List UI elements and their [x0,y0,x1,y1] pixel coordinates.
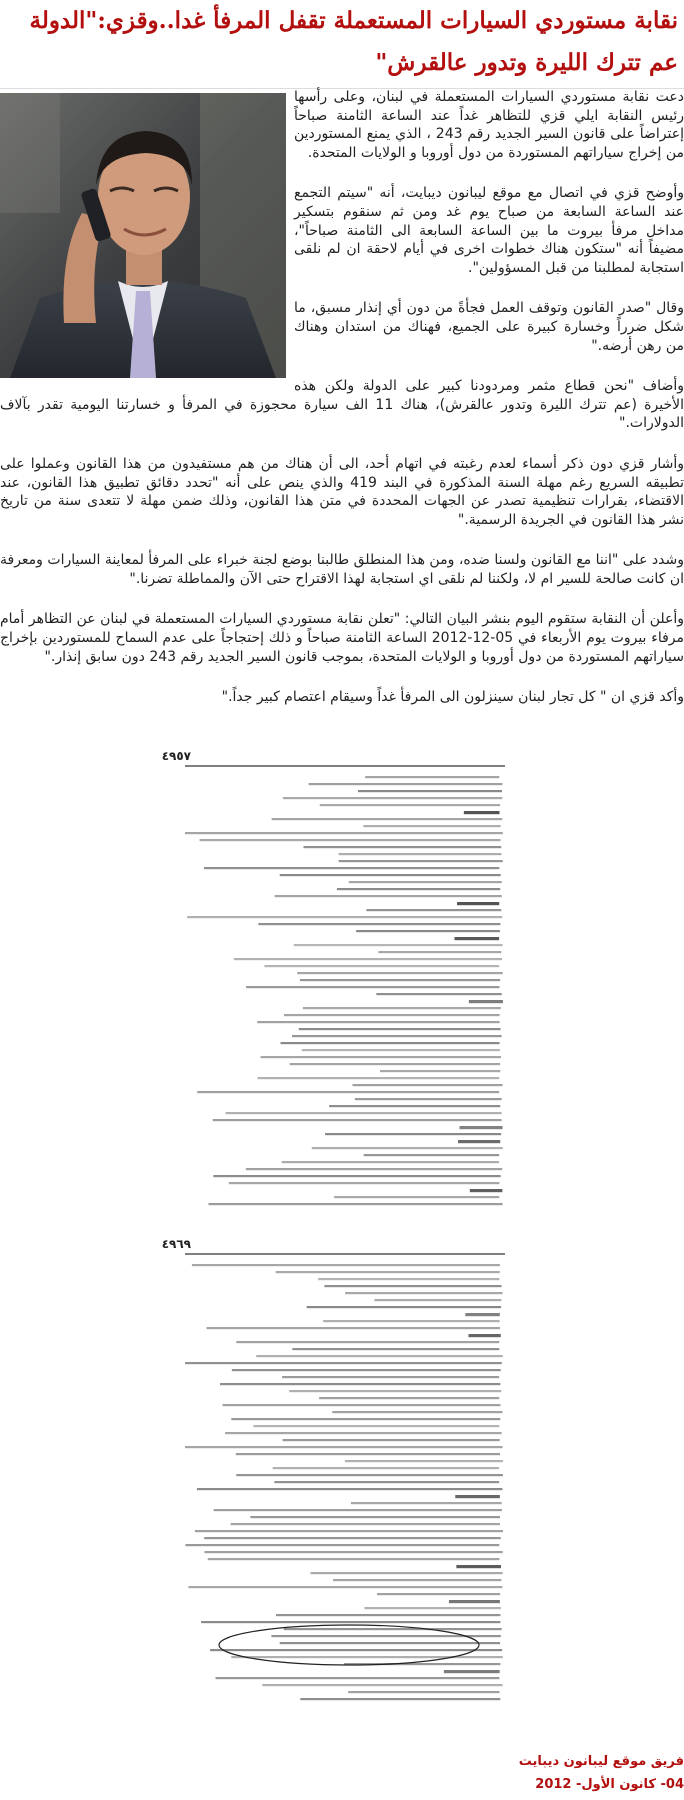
scan-text-line [256,1355,503,1357]
scan-text-line [351,1502,502,1504]
scan-text-line [444,1670,500,1673]
scan-text-line [214,1509,502,1511]
scan-text-line [284,1628,502,1630]
scan-text-line [319,1397,499,1399]
scan-text-line [289,1390,501,1392]
scan-text-line [236,1474,503,1476]
scan-text-line [324,1285,501,1287]
scan-text-line [460,1126,503,1129]
scan-text-line [226,1112,502,1114]
scan-text-line [339,860,503,862]
scan-text-line [250,1516,500,1518]
scan-text-line [280,1642,500,1644]
scan-text-line [470,1189,503,1192]
scan-text-line [365,776,499,778]
gazette-page-number-top: ٤٩٥٧ [161,749,191,763]
scan-text-line [276,1271,500,1273]
scan-text-line [299,1028,501,1030]
scan-text-line [292,1348,499,1350]
scan-text-line [469,1000,503,1003]
scan-text-line [197,1091,499,1093]
scan-text-line [257,1077,499,1079]
scan-text-line [192,1264,500,1266]
scan-text-line [318,1278,499,1280]
scan-text-line [257,1021,499,1023]
scan-text-line [292,1035,502,1037]
scan-text-line [302,1049,500,1051]
scan-text-line [273,1467,499,1469]
scan-text-line [210,1649,502,1651]
scan-text-line [275,895,502,897]
scan-text-line [187,916,502,918]
scan-text-line [455,937,500,940]
scan-text-line [309,783,503,785]
scan-text-line [209,1203,503,1205]
scan-text-line [195,1530,503,1532]
scan-text-line [236,1453,500,1455]
scan-text-line [457,902,499,905]
scan-text-line [231,1418,500,1420]
scan-text-line [274,1481,499,1483]
scan-text-line [282,1161,499,1163]
scan-text-line [323,1320,499,1322]
scan-text-line [363,825,500,827]
scan-text-line [449,1600,500,1603]
scan-text-line [303,1007,501,1009]
scan-text-line [325,1133,501,1135]
scan-text-line [337,888,500,890]
scan-text-line [333,1579,501,1581]
scan-text-line [246,986,499,988]
article-paragraph: وقال "صدر القانون وتوقف العمل فجأةً من دون أي إنذار مسبق، ما شكل ضرراً وخسارة كبيرة على الجميع، فهناك من استدان وهناك من رهن أرضه." [294,300,684,354]
gazette-page-number-bottom: ٤٩٦٩ [161,1237,191,1251]
article-paragraph: وأشار قزي دون ذكر أسماء لعدم رغبته في اتهام أحد، الى أن هناك من هم مستفيدون من هذا القانون وعملوا على تطبيقه السريع رغم مهلة السنة المذكورة في البند 419 والذي ينص على أنه "تحدد دقائق تطبيق هذا القانون، عند الاقتضاء، بقرارات تنظيمية تصدر عن الجهات المحددة في متن هذا القانون، وذلك ضمن مهلة لا تتعدى سنة من تاريخ نشر هذا القانون في الجريدة الرسمية." [0,455,684,528]
scan-text-line [378,951,501,953]
scan-text-line [262,1684,502,1686]
scan-text-line [200,839,501,841]
scan-text-line [204,867,499,869]
scan-text-line [455,1495,500,1498]
scan-text-line [294,944,503,946]
article-body [0,88,684,729]
scan-text-line [197,1488,502,1490]
scan-text-line [320,804,500,806]
scan-text-line [232,1369,501,1371]
scan-text-line [272,818,503,820]
scan-text-line [234,958,502,960]
scan-text-line [208,1558,500,1560]
scan-text-line [465,1313,500,1316]
scan-text-line [345,1460,503,1462]
scan-text-line [307,1306,502,1308]
scan-text-line [312,1147,503,1149]
scan-text-line [376,993,501,995]
scan-text-line [213,1175,500,1177]
scan-text-line [201,1621,500,1623]
scan-text-line [231,1656,502,1658]
scan-text-line [283,797,502,799]
scan-text-line [468,1334,500,1337]
scan-text-line [334,1196,499,1198]
scan-text-line [204,1537,501,1539]
gazette-scan-image [155,720,533,1708]
scan-text-line [253,1425,499,1427]
scan-text-line [261,1056,501,1058]
article-headline: نقابة مستوردي السيارات المستعملة تقفل المرفأ غدا..وقزي:"الدولة عم تترك الليرة وتدور عالقرش" [29,7,678,76]
scan-text-line [458,1140,500,1143]
scan-text-line [456,1565,501,1568]
scan-text-line [377,1593,500,1595]
article-paragraph: دعت نقابة مستوردي السيارات المستعملة في لبنان، وعلى رأسها رئيس النقابة ايلي قزي للتظاهر غداً عند الساعة الثامنة صباحاً إعتراضاً على قانون السير الجديد رقم 243 ، الذي يمنع المستوردين من إخراج سياراتهم المستوردة من دول أوروبا و الولايات المتحدة. [294,89,684,161]
scan-text-line [204,1551,502,1553]
gazette-scan [155,720,533,1708]
scan-text-line [355,1098,502,1100]
scan-text-line [207,1327,500,1329]
scan-text-line [329,1105,500,1107]
scan-text-line [284,1014,500,1016]
scan-text-line [246,1168,502,1170]
scan-text-line [188,1586,502,1588]
scan-text-line [185,1362,502,1364]
scan-text-line [353,1084,503,1086]
scan-text-line [231,1523,500,1525]
scan-text-line [222,1404,500,1406]
scan-text-line [283,1439,500,1441]
scan-text-line [345,1292,502,1294]
scan-text-line [380,1070,500,1072]
footer-byline: فريق موقع ليبانون ديبايت [518,1754,684,1769]
scan-text-line [348,1691,499,1693]
scan-text-line [311,1572,503,1574]
article-paragraph: وأعلن أن النقابة ستقوم اليوم بنشر البيان التالي: "تعلن نقابة مستوردي السيارات المستعملة في لبنان عن التظاهر أمام مرفاء بيروت يوم الأربعاء في 05-12-2012 الساعة الثامنة صباحاً و ذلك إحتجاجاً على عدم السماح للمستوردين بإخراج سياراتهم المستوردة من دول أوروبا و الولايات المتحدة، بموجب قانون السير الجديد رقم 243 دون سابق إنذار." [0,611,684,665]
scan-text-line [364,1154,499,1156]
scan-text-line [216,1677,500,1679]
scan-text-line [225,1432,501,1434]
article-paragraph: وأكد قزي ان " كل تجار لبنان سينزلون الى المرفأ غداً وسيقام اعتصام كبير جداً." [221,689,684,706]
scan-text-line [464,811,500,814]
scan-text-line [365,1607,501,1609]
scan-text-line [185,1446,503,1448]
scan-text-line [213,1119,502,1121]
scan-text-line [290,1063,500,1065]
footer-date: 04- كانون الأول- 2012 [535,1777,684,1792]
scan-text-line [220,1383,500,1385]
scan-text-line [303,846,501,848]
scan-text-line [374,1299,501,1301]
scan-text-line [282,1376,499,1378]
scan-text-line [229,1182,500,1184]
article-paragraph: وأوضح قزي في اتصال مع موقع ليبانون ديبايت، أنه "سيتم التجمع عند الساعة السابعة من صباح يوم غد ومن ثم سنقوم بتسكير مداخل مرفأ بيروت ما بين الساعة السابعة الى الثامنة صباحاً"، مضيفاً أنه "ستكون هناك خطوات اخرى في أيام لاحقة ان لم نلقى استجابة لمطلبنا من قبل المسؤولين". [294,185,684,276]
scan-text-line [349,881,502,883]
scan-text-line [339,853,502,855]
scan-text-line [366,909,501,911]
scan-text-line [185,1544,499,1546]
scan-text-line [258,923,500,925]
scan-text-line [236,1341,499,1343]
scan-text-line [185,832,503,834]
scan-text-line [280,874,501,876]
article-paragraph: وأضاف "نحن قطاع مثمر ومردودنا كبير على الدولة ولكن هذه الأخيرة (عم تترك الليرة وتدور عالقرش)، هناك 11 الف سيارة محجوزة في المرفأ و خسارتنا اليومية تقدر بآلاف الدولارات." [0,378,684,432]
scan-text-line [264,965,499,967]
scan-text-line [281,1042,500,1044]
scan-text-line [332,1411,502,1413]
scan-text-line [358,790,502,792]
article-paragraph: وشدد على "اننا مع القانون ولسنا ضده، ومن هذا المنطلق طالبنا بوضع لجنة خبراء على المرفأ لمعاينة السيارات ومعرفة ان كانت صالحة للسير ام لا، ولكننا لم نلقى اي استجابة لهذا الاقتراح حتى الآن والمماطلة تضرنا." [0,552,684,587]
scan-text-line [300,1698,500,1700]
scan-text-line [300,979,500,981]
scan-text-line [276,1614,500,1616]
photo-spacer [0,88,294,380]
scan-text-line [297,972,503,974]
scan-text-line [356,930,500,932]
